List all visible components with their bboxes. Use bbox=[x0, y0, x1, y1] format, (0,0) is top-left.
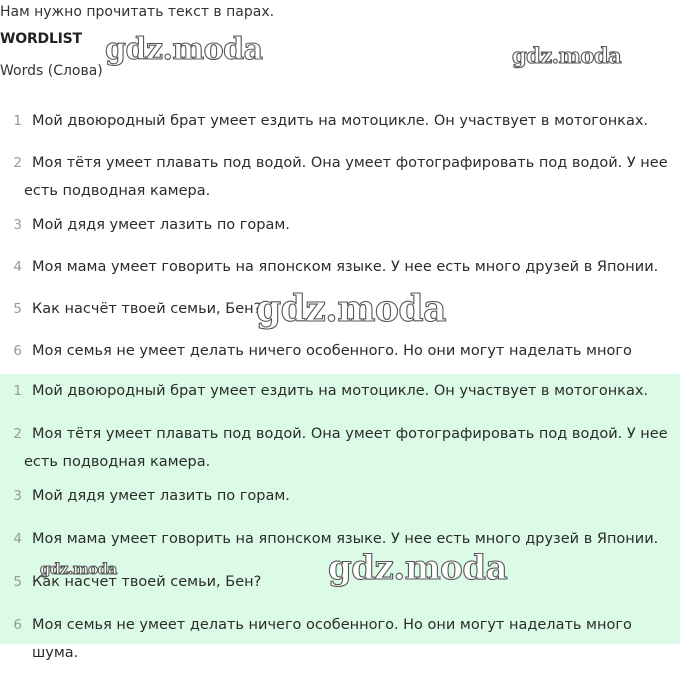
item-number: 2 bbox=[13, 426, 22, 442]
list-item bbox=[0, 611, 680, 667]
item-text: Как насчет твоей семьи, Бен? bbox=[32, 574, 262, 590]
watermark-logo: gdz.moda bbox=[328, 548, 508, 588]
watermark-logo: gdz.moda bbox=[256, 288, 446, 330]
item-number: 5 bbox=[13, 574, 22, 590]
list-item bbox=[0, 377, 680, 405]
list-item bbox=[0, 253, 680, 281]
item-text: Моя тётя умеет плавать под водой. Она умеет фотографировать под водой. У нее есть подводная камера. bbox=[24, 426, 668, 470]
wordlist-heading: WORDLIST bbox=[0, 31, 82, 47]
item-text: Мой двоюродный брат умеет ездить на мотоцикле. Он участвует в мотогонках. bbox=[32, 113, 649, 129]
watermark-logo: gdz.moda bbox=[40, 560, 117, 578]
item-text: Моя тётя умеет плавать под водой. Она умеет фотографировать под водой. У нее есть подводная камера. bbox=[24, 155, 668, 199]
item-number: 2 bbox=[13, 155, 22, 171]
translation-list-highlighted bbox=[0, 374, 680, 661]
item-text: Как насчёт твоей семьи, Бен? bbox=[32, 301, 262, 317]
item-text: Моя семья не умеет делать ничего особенного. Но они могут наделать много шума. bbox=[32, 617, 632, 661]
list-item bbox=[0, 420, 680, 476]
list-item bbox=[0, 149, 680, 205]
translation-list bbox=[0, 107, 680, 393]
item-number: 6 bbox=[13, 343, 22, 359]
item-text: Моя семья не умеет делать ничего особенного. Но они могут наделать много bbox=[32, 343, 632, 359]
item-text: Моя мама умеет говорить на японском языке. У нее есть много друзей в Японии. bbox=[32, 259, 659, 275]
item-number: 6 bbox=[13, 617, 22, 633]
item-text: Мой дядя умеет лазить по горам. bbox=[32, 217, 290, 233]
item-number: 3 bbox=[13, 217, 22, 233]
list-item bbox=[0, 107, 680, 135]
item-number: 3 bbox=[13, 488, 22, 504]
list-item bbox=[0, 211, 680, 239]
item-number: 1 bbox=[13, 113, 22, 129]
watermark-logo: gdz.moda bbox=[105, 32, 263, 67]
words-subheading: Words (Слова) bbox=[0, 63, 103, 79]
watermark-logo: gdz.moda bbox=[512, 43, 622, 68]
item-number: 5 bbox=[13, 301, 22, 317]
item-number: 4 bbox=[13, 531, 22, 547]
item-text: Мой двоюродный брат умеет ездить на мотоцикле. Он участвует в мотогонках. bbox=[32, 383, 649, 399]
item-text: Мой дядя умеет лазить по горам. bbox=[32, 488, 290, 504]
item-text: Моя мама умеет говорить на японском языке. У нее есть много друзей в Японии. bbox=[32, 531, 659, 547]
item-number: 4 bbox=[13, 259, 22, 275]
list-item bbox=[0, 482, 680, 510]
intro-text: Нам нужно прочитать текст в парах. bbox=[0, 4, 275, 20]
item-number: 1 bbox=[13, 383, 22, 399]
